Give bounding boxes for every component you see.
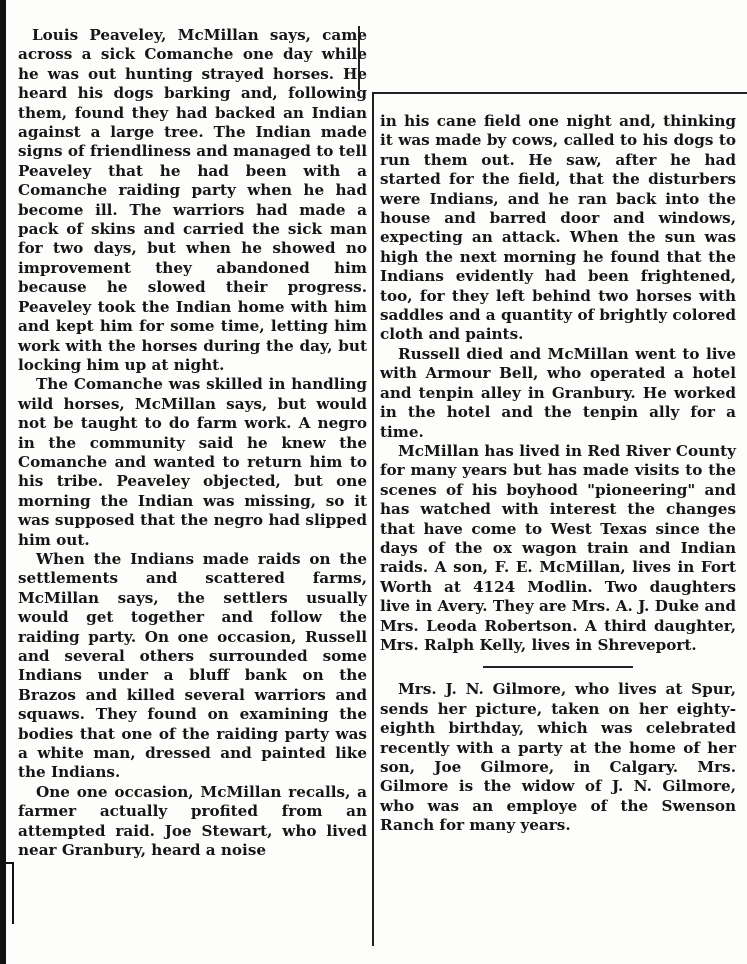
scan-edge-mark [0, 862, 14, 924]
paragraph-red-river: McMillan has lived in Red River County for many years but has made visits to the scenes of his boyhood "pioneering" and has watched with interest the changes that have come to West Texas since the days of the ox wagon train and Indian raids. A son, F. E. McMillan, lives in Fort Worth at 4124 Modlin. Two daughters live in Avery. They are Mrs. A. J. Duke and Mrs. Leoda Robertson. A third daughter, Mrs. Ralph Kelly, lives in Shreveport. [380, 441, 736, 654]
paragraph-raids: When the Indians made raids on the settlements and scattered farms, McMillan says, the settlers usually would get together and follow the raiding party. On one occasion, Russell and several others surrounded some Indians under a bluff bank on the Brazos and killed several warriors and squaws. They found on examining the bodies that one of the raiding party was a white man, dressed and painted like the Indians. [18, 549, 367, 782]
paragraph-gilmore: Mrs. J. N. Gilmore, who lives at Spur, sends her picture, taken on her eighty-eighth birthday, which was celebrated recently with a party at the home of her son, Joe Gilmore, in Calgary. Mrs. Gilmore is the widow of J. N. Gilmore, who was an employe of the Swenson Ranch for many years. [380, 680, 736, 835]
left-column [18, 26, 367, 860]
right-column [380, 112, 736, 836]
item-separator [483, 666, 633, 668]
paragraph-armour-bell: Russell died and McMillan went to live with Armour Bell, who operated a hotel and tenpin alley in Granbury. He worked in the hotel and the tenpin ally for a time. [380, 344, 736, 441]
column-header-rule [372, 92, 747, 94]
paragraph-comanche-horses: The Comanche was skilled in handling wild horses, McMillan says, but would not be taught to do farm work. A negro in the community said he knew the Comanche and wanted to return him to his tribe. Peaveley objected, but one morning the Indian was missing, so it was supposed that the negro had slipped him out. [18, 375, 367, 549]
scan-edge [0, 0, 6, 964]
paragraph-cane-field: in his cane field one night and, thinking it was made by cows, called to his dogs to run them out. He saw, after he had started for the field, that the disturbers were Indians, and he ran back into the house and barred door and windows, expecting an attack. When the sun was high the next morning he found that the Indians evidently had been frightened, too, for they left behind two horses with saddles and a quantity of brightly colored cloth and paints. [380, 112, 736, 344]
column-rule [372, 92, 374, 946]
paragraph-stewart: One one occasion, McMillan recalls, a farmer actually profited from an attempted raid. Joe Stewart, who lived near Granbury, heard a noise [18, 782, 367, 860]
paragraph-peaveley: Louis Peaveley, McMillan says, came across a sick Comanche one day while he was out hunting strayed horses. He heard his dogs barking and, following them, found they had backed an Indian against a large tree. The Indian made signs of friendliness and managed to tell Peaveley that he had been with a Comanche raiding party when he had become ill. The warriors had made a pack of skins and carried the sick man for two days, but when he showed no improvement they abandoned him because he slowed their progress. Peaveley took the Indian home with him and kept him for some time, letting him work with the horses during the day, but locking him up at night. [18, 26, 367, 374]
